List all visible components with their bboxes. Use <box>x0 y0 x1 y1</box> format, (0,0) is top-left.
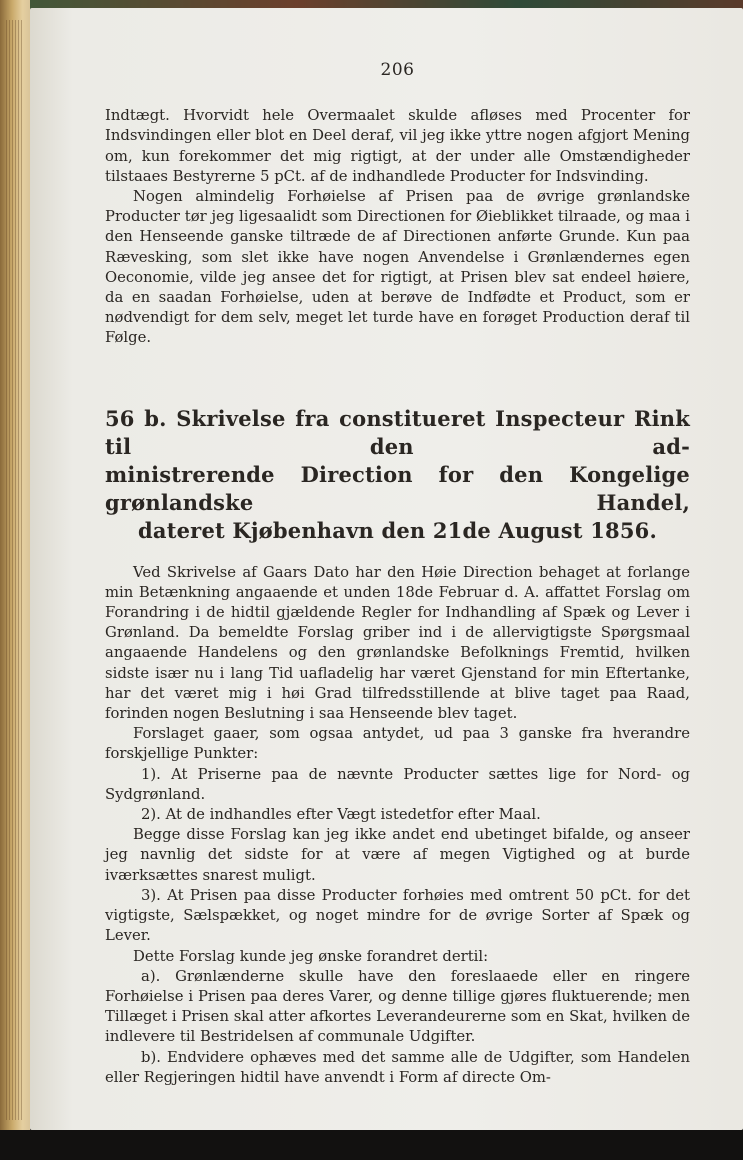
middle-paragraph: Begge disse Forslag kan jeg ikke andet end ubetinget bifalde, og anseer jeg navnlig det sidste for at være af megen Vigtighed og at burde iværksættes snarest muligt. <box>105 826 690 884</box>
page-number: 206 <box>380 60 415 80</box>
spine-texture <box>6 20 24 1120</box>
point-3: 3). At Prisen paa disse Producter forhøies med omtrent 50 pCt. for det vigtigste, Sælspækket, og noget mindre for de øvrige Sorter af Spæk og Lever. <box>105 886 690 945</box>
heading-line-3: dateret Kjøbenhavn den 21de August 1856. <box>138 517 657 543</box>
intro-paragraph-2: Nogen almindelig Forhøielse af Prisen paa de øvrige grønlandske Producter tør jeg ligesaalidt som Directionen for Øieblikket tilraade, og maa i den Henseende ganske tiltræde de af Directionen anførte Grunde. Kun paa Rævesking, som slet ikke have nogen Anvendelse i Grønlændernes egen Oeconomie, vilde jeg ansee det for rigtigt, at Prisen blev sat endeel høiere, da en saadan Forhøielse, uden at berøve de Indfødte et Product, som er nødvendigt for dem selv, meget let turde have en forøget Production deraf til Følge. <box>105 188 690 347</box>
scan-bottom-edge <box>0 1130 743 1160</box>
letter-heading <box>105 405 690 545</box>
body-paragraph-1: Ved Skrivelse af Gaars Dato har den Høie Direction behaget at forlange min Betænkning angaaende et unden 18de Februar d. A. affattet Forslag om Forandring i de hidtil gjældende Regler for Indhandling af Spæk og Lever i Grønland. Da bemeldte Forslag griber ind i de allervigtigste Spørgsmaal angaaende Handelens og den grønlandske Befolknings Fremtid, hvilken sidste især nu i lang Tid uafladelig har været Gjenstand for min Eftertanke, har det været mig i høi Grad tilfredsstillende at blive taget paa Raad, forinden nogen Beslutning i saa Henseende blev taget. <box>105 563 690 723</box>
book-spine <box>0 0 30 1130</box>
body-paragraph-2: Forslaget gaaer, som ogsaa antydet, ud paa 3 ganske fra hverandre forskjellige Punkter: <box>105 725 690 763</box>
point-1: 1). At Priserne paa de nævnte Producter sættes lige for Nord- og Sydgrønland. <box>105 765 690 803</box>
page-content <box>105 60 690 1088</box>
heading-line-2: ministrerende Direction for den Kongelige grønlandske Handel, <box>105 461 690 515</box>
section-gap <box>105 349 690 405</box>
heading-line-1: 56 b. Skrivelse fra constitueret Inspecteur Rink til den ad- <box>105 405 690 459</box>
sub-point-a: a). Grønlænderne skulle have den foreslaaede eller en ringere Forhøielse i Prisen paa deres Varer, og denne tillige gjøres fluktuerende; men Tillæget i Prisen skal atter afkortes Leverandeurerne som en Skat, hvilken de indlevere til Bestridelsen af communale Udgifter. <box>105 967 690 1046</box>
intro-paragraph-1: Indtægt. Hvorvidt hele Overmaalet skulde afløses med Procenter for Indsvindingen eller blot en Deel deraf, vil jeg ikke yttre nogen afgjort Mening om, kun forekommer det mig rigtigt, at der under alle Omstændigheder tilstaaes Bestyrerne 5 pCt. af de indhandlede Producter for Indsvinding. <box>105 107 690 185</box>
change-intro: Dette Forslag kunde jeg ønske forandret dertil: <box>133 947 489 965</box>
point-2: 2). At de indhandles efter Vægt istedetfor efter Maal. <box>141 806 541 824</box>
sub-point-b: b). Endvidere ophæves med det samme alle de Udgifter, som Handelen eller Regjeringen hidtil have anvendt i Form af directe Om- <box>105 1048 690 1086</box>
